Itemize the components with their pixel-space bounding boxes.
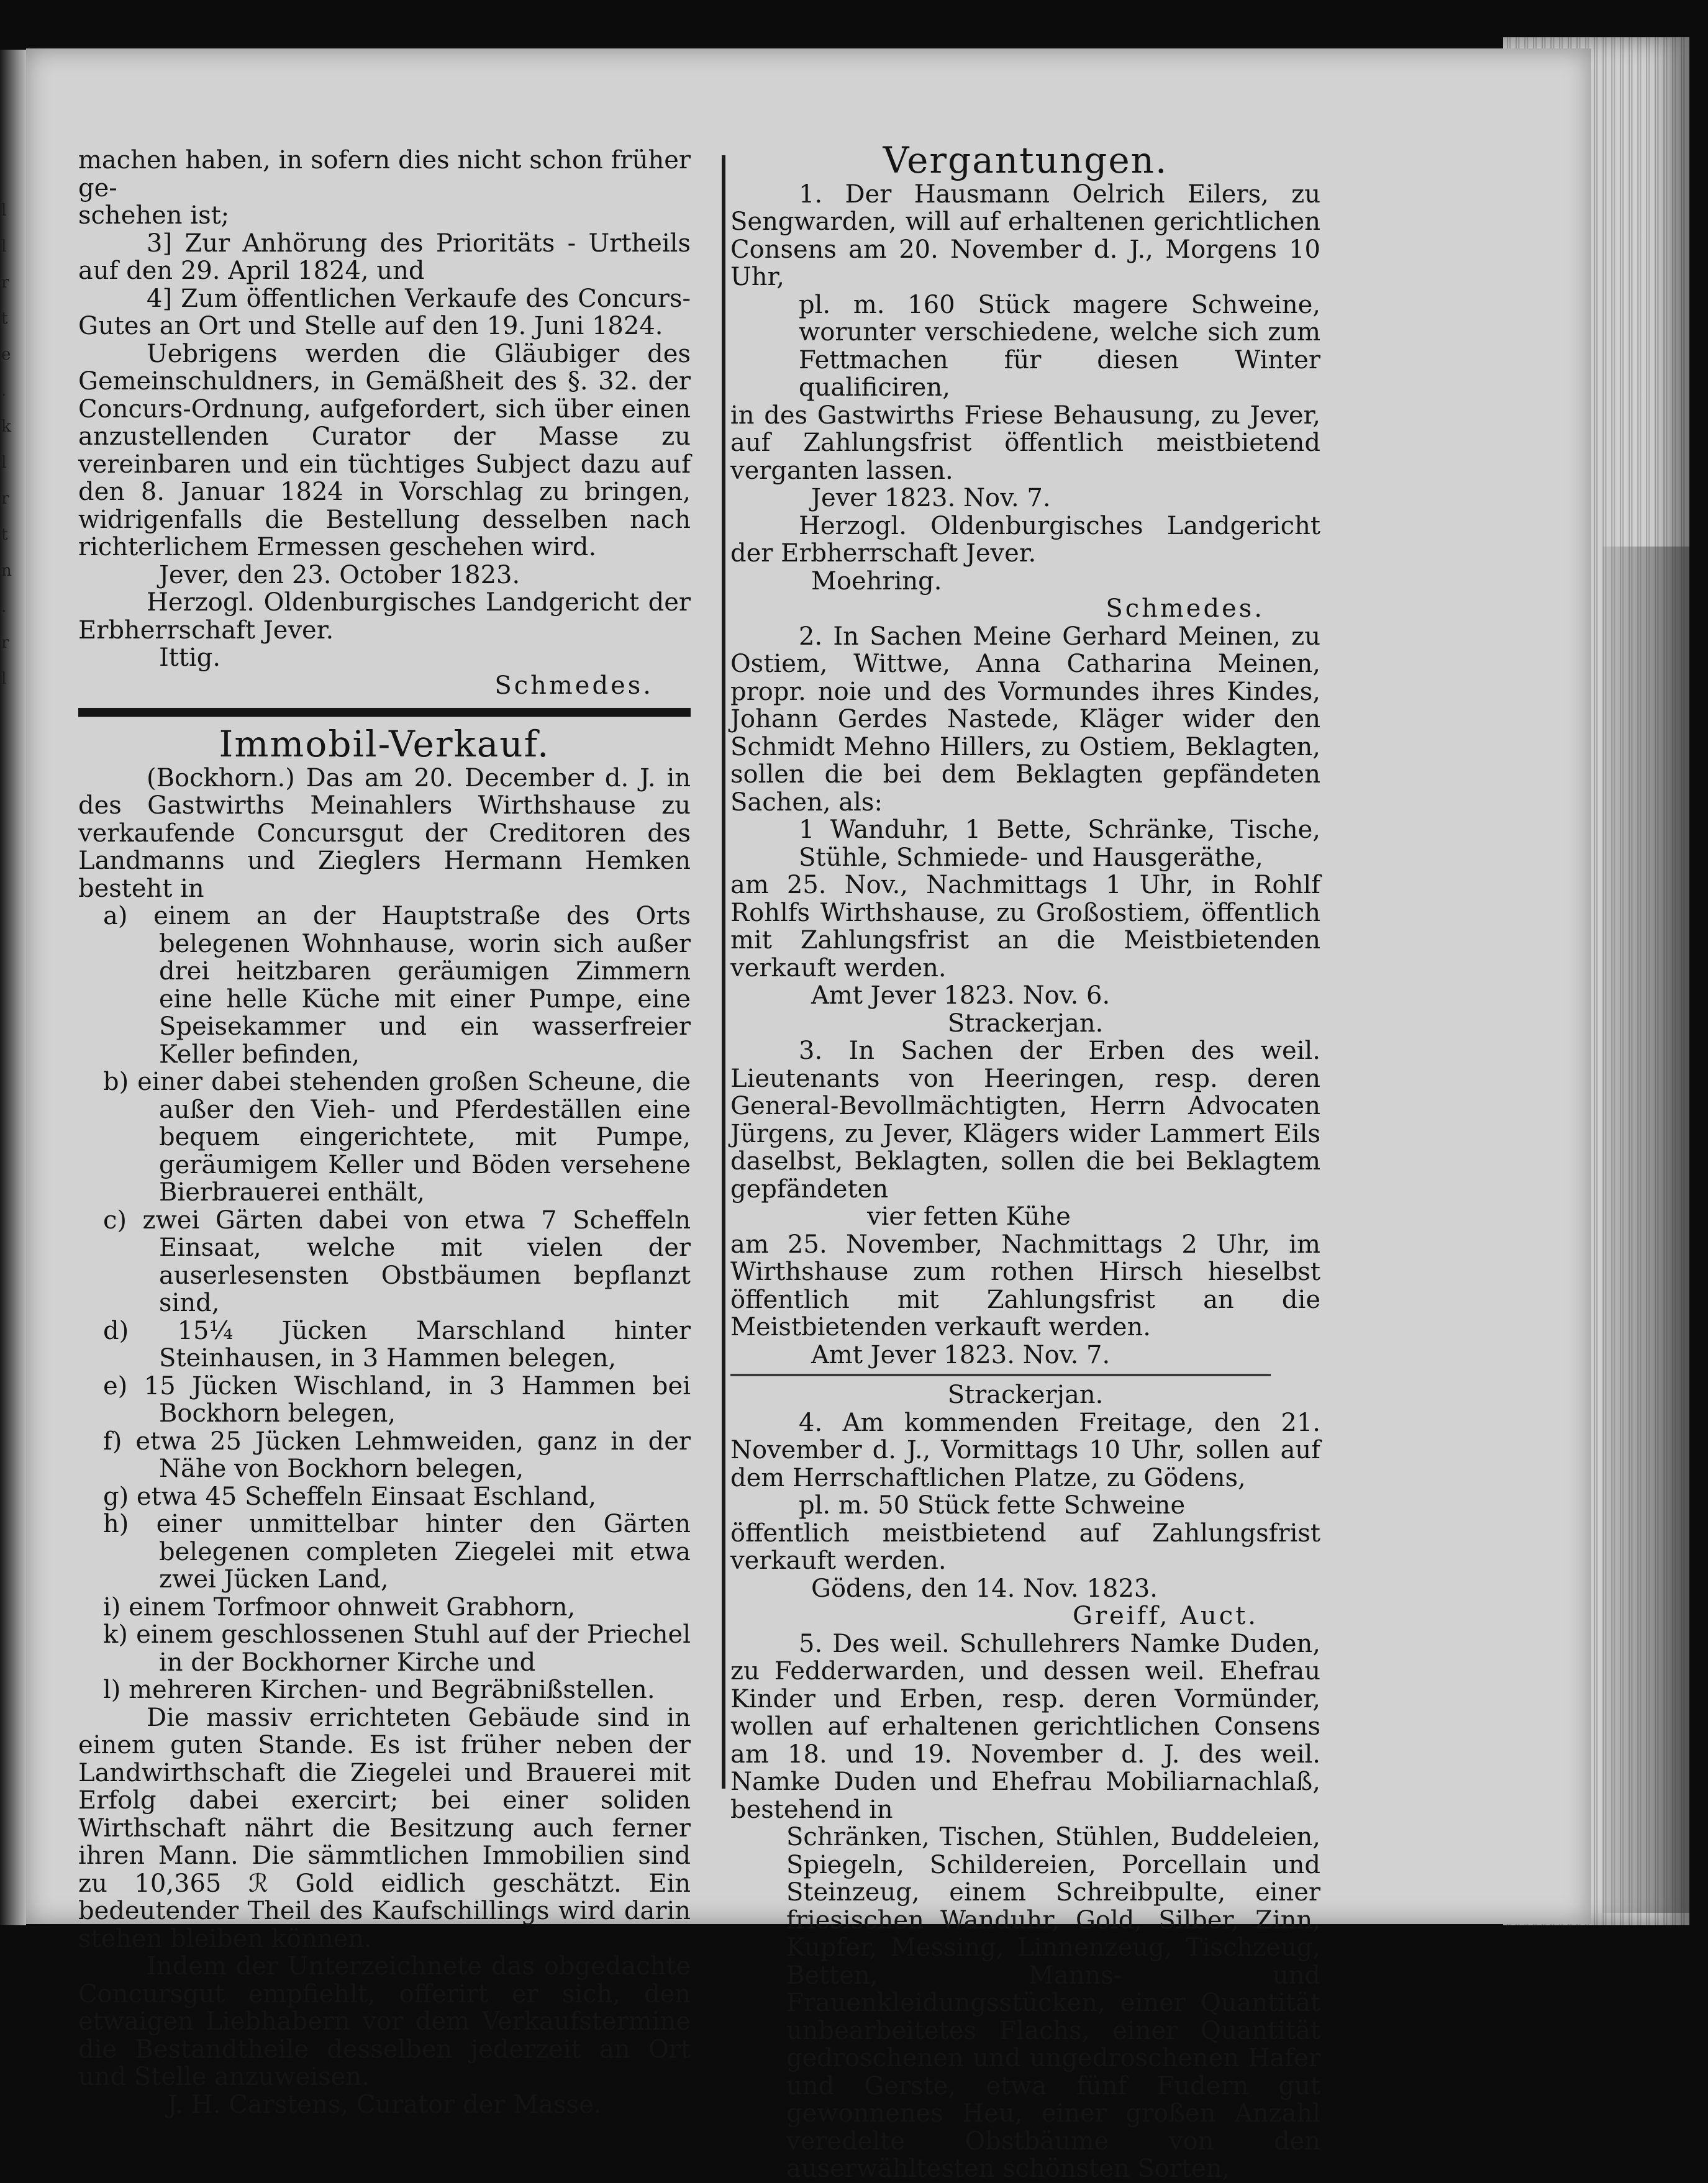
entry-2-date: Amt Jever 1823. Nov. 6. <box>811 981 1111 1010</box>
section-rule <box>78 708 691 717</box>
court-name: Herzogl. Oldenburgisches Landgericht der Erbherrschaft Jever. <box>78 588 691 645</box>
left-page-edge <box>0 50 26 1925</box>
column-divider <box>722 155 725 1789</box>
entry-3-detail: vier fetten Kühe <box>867 1202 1071 1231</box>
entry-1-date: Jever 1823. Nov. 7. <box>811 484 1051 512</box>
entry-4-detail: pl. m. 50 Stück fette Schweine <box>799 1491 1186 1520</box>
list-item: d) 15¼ Jücken Marschland hinter Steinhausen, in 3 Hammen belegen, <box>103 1316 691 1373</box>
entry-1-text: 1. Der Hausmann Oelrich Eilers, zu Sengwarden, will auf erhaltenen gerichtlichen Consens am 20. November d. J., Morgens 10 Uhr, <box>730 179 1320 291</box>
signer-ittig: Ittig. <box>159 643 221 672</box>
entry-1-signer: Moehring. <box>811 566 942 596</box>
intro-line: schehen ist; <box>78 201 230 230</box>
left-column <box>78 147 691 2118</box>
list-item: k) einem geschlossenen Stuhl auf der Priechel in der Bockhorner Kirche und <box>103 1620 691 1677</box>
margin-fragment-letters: l l r t e . k l r t n . r l <box>1 201 12 688</box>
entry-3-tail: am 25. November, Nachmittags 2 Uhr, im Wirthshause zum rothen Hirsch hieselbst öffentlich mit Zahlungsfrist an die Meistbietenden verkauft werden. <box>730 1230 1320 1341</box>
page-stack-shadow <box>1602 547 1689 1913</box>
entry-4-text: 4. Am kommenden Freitage, den 21. November d. J., Vormittags 10 Uhr, sollen auf dem Herrschaftlichen Platze, zu Gödens, <box>730 1408 1320 1492</box>
entry-2-tail: am 25. Nov., Nachmittags 1 Uhr, in Rohlf Rohlfs Wirthshause, zu Großostiem, öffentlich mit Zahlungsfrist an die Meistbietenden verkauft werden. <box>730 871 1320 983</box>
dateline: Jever, den 23. October 1823. <box>159 560 520 589</box>
list-item-4: 4] Zum öffentlichen Verkaufe des Concurs-Gutes an Ort und Stelle auf den 19. Juni 1824. <box>78 284 691 340</box>
right-column <box>730 139 1320 2183</box>
entry-1-court: Herzogl. Oldenburgisches Landgericht der Erbherrschaft Jever. <box>730 511 1320 568</box>
list-item: i) einem Torfmoor ohnweit Grabhorn, <box>103 1592 576 1622</box>
list-item: c) zwei Gärten dabei von etwa 7 Scheffeln Einsaat, welche mit vielen der auserlesensten Obstbäumen bepflanzt sind, <box>103 1205 691 1317</box>
section-heading-vergantungen: Vergantungen. <box>883 139 1168 181</box>
list-item: a) einem an der Hauptstraße des Orts belegenen Wohnhause, worin sich außer drei heitzbaren geräumigen Zimmern eine helle Küche mit einer Pumpe, eine Speisekammer und ein wasserfreier Keller befinden, <box>103 902 691 1069</box>
list-item: f) etwa 25 Jücken Lehmweiden, ganz in der Nähe von Bockhorn belegen, <box>103 1427 691 1483</box>
entry-divider <box>730 1374 1271 1376</box>
creditor-paragraph: Uebrigens werden die Gläubiger des Gemeinschuldners, in Gemäßheit des §. 32. der Concurs-Ordnung, aufgefordert, sich über einen anzustellenden Curator der Masse zu vereinbaren und ein tüchtiges Subject dazu auf den 8. Januar 1824 in Vorschlag zu bringen, widrigenfalls die Bestellung desselben nach richterlichem Ermessen geschehen wird. <box>78 339 691 561</box>
list-item: h) einer unmittelbar hinter den Gärten belegenen completen Ziegelei mit etwa zwei Jücken Land, <box>103 1510 691 1594</box>
section-heading-immobil: Immobil-Verkauf. <box>219 723 550 765</box>
list-item: e) 15 Jücken Wischland, in 3 Hammen bei Bockhorn belegen, <box>103 1371 691 1428</box>
list-item: g) etwa 45 Scheffeln Einsaat Eschland, <box>103 1482 597 1511</box>
sale-paragraph: Die massiv errichteten Gebäude sind in einem guten Stande. Es ist früher neben der Landwirthschaft die Ziegelei und Brauerei mit Erfolg dabei exercirt; bei einer soliden Wirthschaft nährt die Besitzung auch ferner ihren Mann. Die sämmtlichen Immobilien sind zu 10,365 ℛ Gold eidlich geschätzt. Ein bedeutender Theil des Kaufschillings wird darin stehen bleiben können. <box>78 1703 691 1953</box>
signer-schmedes: Schmedes. <box>494 671 653 700</box>
entry-4-date: Gödens, den 14. Nov. 1823. <box>811 1574 1158 1603</box>
entry-3-signer: Strackerjan. <box>947 1381 1104 1409</box>
entry-3-text: 3. In Sachen der Erben des weil. Lieutenants von Heeringen, resp. deren General-Bevollmächtigten, Herrn Advocaten Jürgens, zu Jever, Klägers wider Lammert Eils daselbst, Beklagten, sollen die bei Beklagtem gepfändeten <box>730 1037 1320 1204</box>
list-item: b) einer dabei stehenden großen Scheune, die außer den Vieh- und Pferdeställen eine bequem eingerichtete, mit Pumpe, geräumigem Keller und Böden versehene Bierbrauerei enthält, <box>103 1068 691 1207</box>
entry-2-signer: Strackerjan. <box>947 1009 1104 1038</box>
entry-2-detail: 1 Wanduhr, 1 Bette, Schränke, Tische, Stühle, Schmiede- und Hausgeräthe, <box>799 815 1320 872</box>
entry-3-date: Amt Jever 1823. Nov. 7. <box>811 1340 1111 1369</box>
entry-1-signer-2: Schmedes. <box>1106 594 1265 623</box>
list-item: l) mehreren Kirchen- und Begräbnißstellen. <box>103 1676 655 1704</box>
entry-5-text: 5. Des weil. Schullehrers Namke Duden, zu Fedderwarden, und dessen weil. Ehefrau Kinder und Erben, resp. deren Vormünder, wollen auf erhaltenen gerichtlichen Consens am 18. und 19. November d. J. des weil. Namke Duden und Ehefrau Mobiliarnachlaß, bestehend in <box>730 1629 1320 1824</box>
sale-paragraph: Indem der Unterzeichnete das obgedachte Concursgut empfiehlt, offerirt er sich, den etwaigen Liebhabern vor dem Verkaufstermine die Bestandtheile desselben jederzeit an Ort und Stelle anzuweisen. <box>78 1952 691 2091</box>
entry-1-detail: pl. m. 160 Stück magere Schweine, worunter verschiedene, welche sich zum Fettmachen für diesen Winter qualificiren, <box>799 290 1320 402</box>
sale-intro: (Bockhorn.) Das am 20. December d. J. in des Gastwirths Meinahlers Wirthshause zu verkaufende Concursgut der Creditoren des Landmanns und Zieglers Hermann Hemken besteht in <box>78 763 691 903</box>
entry-1-tail: in des Gastwirths Friese Behausung, zu Jever, auf Zahlungsfrist öffentlich meistbietend verganten lassen. <box>730 401 1320 485</box>
intro-line: machen haben, in sofern dies nicht schon früher ge- <box>78 146 691 202</box>
list-item-3: 3] Zur Anhörung des Prioritäts - Urtheils auf den 29. April 1824, und <box>78 229 691 285</box>
entry-4-signer: Greiff, Auct. <box>1073 1602 1258 1630</box>
entry-4-tail: öffentlich meistbietend auf Zahlungsfrist verkauft werden. <box>730 1518 1320 1575</box>
entry-5-detail: Schränken, Tischen, Stühlen, Buddeleien, Spiegeln, Schildereien, Porcellain und Steinzeug, einem Schreibpulte, einer friesischen Wanduhr, Gold, Silber, Zinn, Kupfer, Messing, Linnenzeug, Tischzeug, Betten, Manns- und Frauenkleidungsstücken, einer Quantität unbearbeitetes Flachs, einer Quantität gedroschenen und ungedroschenen Hafer und Gerste, etwa fünf Fudern gut gewonnenes Heu, einer großen Anzahl veredelte Obstbäume von den auserwähltesten schönsten Sorten, <box>786 1823 1320 2183</box>
curator-signature: J. H. Carstens, Curator der Masse. <box>167 2090 602 2119</box>
entry-2-text: 2. In Sachen Meine Gerhard Meinen, zu Ostiem, Wittwe, Anna Catharina Meinen, propr. noie und des Vormundes ihres Kindes, Johann Gerdes Nastede, Kläger wider den Schmidt Mehno Hillers, zu Ostiem, Beklagten, sollen die bei dem Beklagten gepfändeten Sachen, als: <box>730 622 1320 817</box>
